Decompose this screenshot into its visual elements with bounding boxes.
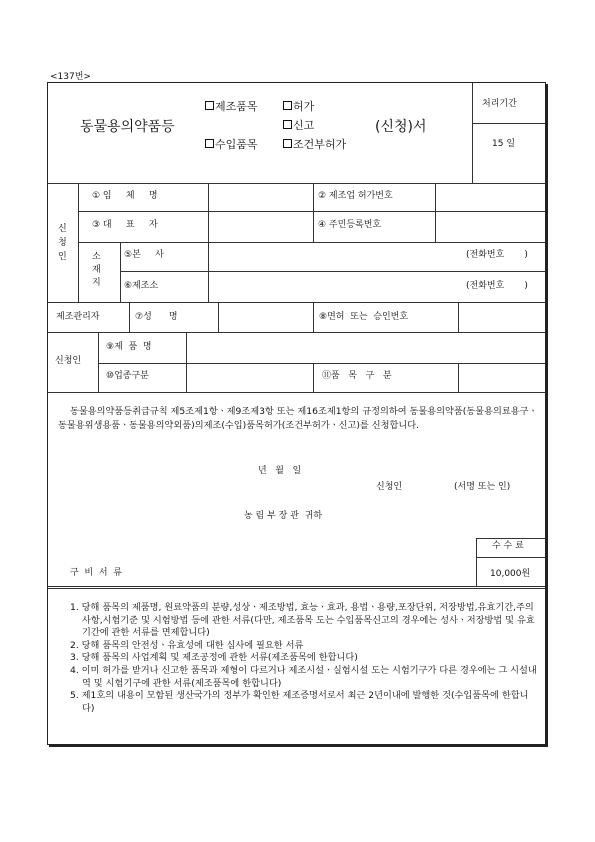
head-office-field[interactable] bbox=[208, 243, 448, 269]
phone-label: (전화번호 ) bbox=[466, 281, 528, 291]
signature-field[interactable]: (서명 또는 인) bbox=[454, 482, 511, 492]
fee-label: 수 수 료 bbox=[492, 541, 524, 551]
list-item: 2. 당해 품목의 안전성ㆍ유효성에 대한 심사에 필요한 서류 bbox=[70, 639, 304, 651]
divider bbox=[98, 332, 99, 392]
option-import[interactable] bbox=[205, 139, 258, 150]
divider bbox=[313, 363, 314, 392]
date-line[interactable]: 년 월 일 bbox=[258, 466, 302, 476]
option-label: 허가 bbox=[293, 100, 315, 113]
divider bbox=[476, 557, 545, 558]
divider bbox=[48, 586, 545, 587]
representative-field[interactable] bbox=[208, 212, 311, 240]
phone-label: (전화번호 ) bbox=[466, 250, 528, 260]
option-report[interactable] bbox=[283, 120, 314, 131]
product-type-field[interactable] bbox=[458, 363, 543, 390]
documents-list bbox=[70, 602, 540, 715]
manager-name-field[interactable] bbox=[218, 302, 311, 330]
industry-class-field[interactable] bbox=[186, 363, 311, 390]
divider bbox=[78, 183, 79, 302]
signer-label: 신청인 bbox=[376, 482, 403, 492]
divider bbox=[129, 302, 130, 332]
divider bbox=[313, 302, 314, 332]
list-item: 4. 이미 허가를 받거나 신고한 품목과 제형이 다르거나 제조시설ㆍ실험시설 도는 시험기구가 다른 경우에는 그 시설내역 및 시험기구에 관한 서류(제조품목에 한합니다) bbox=[70, 664, 537, 689]
checkbox-icon bbox=[205, 101, 214, 110]
fee-value: 10,000원 bbox=[490, 569, 531, 579]
factory-label: ⑥제조소 bbox=[124, 281, 159, 291]
manager-license-label: ⑧면허 또는 승인번호 bbox=[319, 312, 409, 322]
checkbox-icon bbox=[283, 101, 292, 110]
option-conditional[interactable] bbox=[283, 139, 346, 150]
checkbox-icon bbox=[283, 139, 292, 148]
manager-label: 제조관리자 bbox=[56, 312, 100, 322]
option-label: 수입품목 bbox=[215, 138, 258, 151]
representative-label: ③ 대 표 자 bbox=[92, 220, 158, 230]
manager-name-label: ⑦성 명 bbox=[135, 312, 178, 322]
applicant-section-label: 신 청 인 bbox=[58, 224, 67, 262]
industry-class-label: ⑩업종구분 bbox=[106, 371, 149, 381]
divider bbox=[476, 538, 545, 539]
company-field[interactable] bbox=[208, 184, 311, 210]
documents-label: 구 비 서 류 bbox=[70, 568, 122, 578]
checkbox-icon bbox=[283, 120, 292, 129]
location-label: 소 재 지 bbox=[92, 252, 101, 288]
title-prefix: 동물용의약품등 bbox=[80, 119, 175, 135]
checkbox-icon bbox=[205, 139, 214, 148]
product-name-field[interactable] bbox=[186, 333, 543, 361]
processing-label: 처리기간 bbox=[482, 99, 517, 109]
product-section-label: 신청인 bbox=[55, 356, 82, 366]
company-label: ① 임 체 명 bbox=[92, 191, 158, 201]
divider bbox=[476, 538, 477, 586]
product-name-label: ⑨제 품 명 bbox=[106, 342, 152, 352]
processing-value: 15 일 bbox=[492, 139, 516, 149]
manager-license-field[interactable] bbox=[458, 302, 543, 330]
list-item: 5. 제1호의 내용이 모함된 생산국가의 정부가 확인한 제조증명서로서 최근 2년이내에 발행한 것(수입품목에 한합니다) bbox=[70, 690, 529, 714]
product-type-label: ⑪품 목 구 분 bbox=[322, 371, 392, 381]
option-manufacture[interactable] bbox=[205, 101, 258, 112]
option-permit[interactable] bbox=[283, 101, 314, 112]
addressee: 농 림 부 장 관 귀하 bbox=[244, 511, 323, 521]
form-number: <137번> bbox=[50, 72, 91, 82]
factory-field[interactable] bbox=[208, 272, 448, 299]
license-no-field[interactable] bbox=[435, 184, 543, 210]
option-label: 조건부허가 bbox=[293, 138, 347, 151]
option-label: 신고 bbox=[293, 119, 315, 132]
divider bbox=[48, 392, 545, 393]
resident-no-field[interactable] bbox=[435, 212, 543, 240]
divider bbox=[472, 83, 473, 183]
list-item: 3. 당해 품목의 사업계획 및 제조공정에 관한 서류(제조품목에 한합니다) bbox=[70, 652, 358, 664]
title-suffix: (신청)서 bbox=[375, 119, 427, 135]
license-no-label: ② 제조업 허가번호 bbox=[318, 191, 393, 201]
head-office-label: ⑤본 사 bbox=[124, 250, 164, 260]
resident-no-label: ④ 주민등록번호 bbox=[318, 220, 382, 230]
option-label: 제조품목 bbox=[215, 100, 258, 113]
list-item: 1. 당해 품목의 제품명, 원료약품의 분량,성상ㆍ제조방법, 효능ㆍ효과, 용법ㆍ용량,포장단위, 저장방법,유효기간,주의사항,시험기준 및 시험방법 등에 관한 서류(다만, 제조품목 도는 수입품목신고의 경우에는 성사ㆍ저장방법 및 유효기간에 관한 서류를 면제합니다) bbox=[70, 602, 535, 639]
divider bbox=[472, 123, 545, 124]
application-statement: 동물용의약품등취급규칙 제5조제1항ㆍ제9조제3항 또는 제16조제1항의 규정의하여 동물용의약품(동물용의료용구ㆍ동물용위생용품ㆍ동물용의약외품)의제조(수입)품목허가(조건부허가ㆍ신고)를 신청합니다. bbox=[58, 406, 538, 431]
divider bbox=[313, 183, 314, 242]
divider bbox=[120, 242, 121, 302]
divider bbox=[48, 588, 545, 589]
